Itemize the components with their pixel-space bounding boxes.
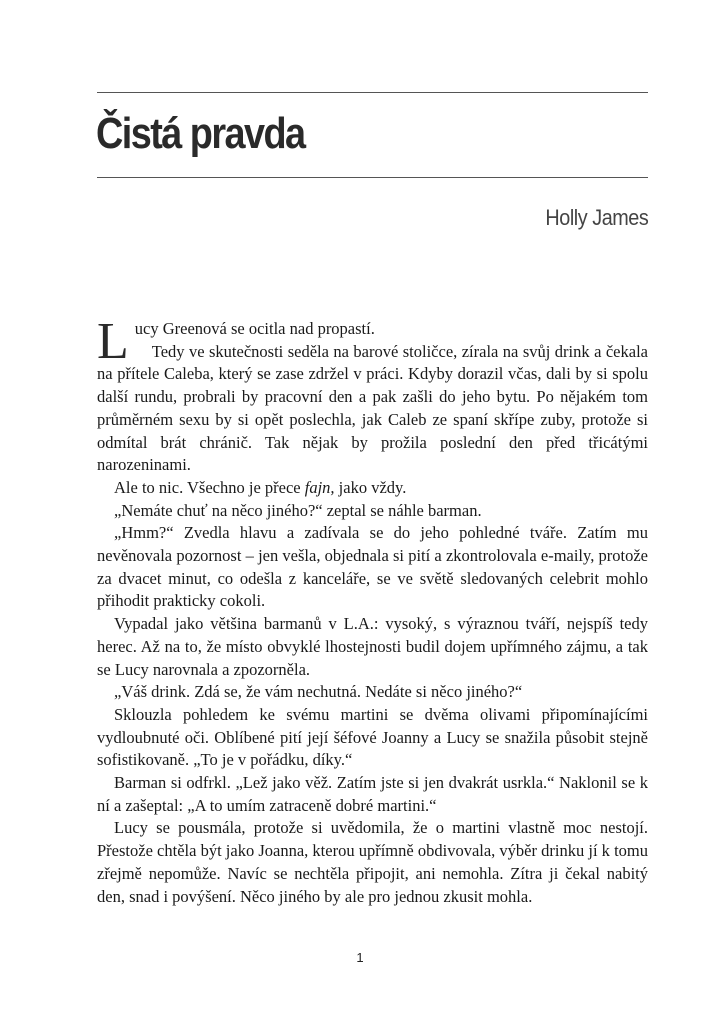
- paragraph: [97, 477, 648, 500]
- paragraph-text: Ale to nic. Všechno je přece: [114, 477, 305, 497]
- author-name: Holly James: [545, 205, 648, 230]
- title-rule-top: [97, 92, 648, 93]
- emphasis-text: fajn,: [304, 477, 335, 497]
- paragraph: Barman si odfrkl. „Lež jako věž. Zatím jste si jen dvakrát usrkla.“ Naklonil se k ní a zašeptal: „A to umím zatraceně dobré martini.“: [97, 773, 648, 815]
- paragraph-text: jako vždy.: [334, 477, 407, 497]
- paragraph: „Váš drink. Zdá se, že vám nechutná. Nedáte si něco jiného?“: [114, 682, 523, 702]
- paragraph: [97, 313, 648, 370]
- title-rule-bottom: [97, 177, 648, 178]
- paragraph: „Nemáte chuť na něco jiného?“ zeptal se náhle barman.: [114, 500, 482, 520]
- paragraph: „Hmm?“ Zvedla hlavu a zadívala se do jeho pohledné tváře. Zatím mu nevěnovala pozornost – jen vešla, objednala si pití a zkontrolovala e-maily, protože za dvacet minut, co odešla z kanceláře, se ve světě sledovaných celebrit mohlo přihodit prakticky cokoli.: [97, 523, 648, 611]
- paragraph: Vypadal jako většina barmanů v L.A.: vysoký, s výraznou tváří, nejspíš tedy herec. Až na to, že místo obvyklé lhostejnosti budil dojem upřímného zájmu, a tak se Lucy narovnala a zpozorněla.: [97, 614, 648, 679]
- drop-cap: L: [97, 313, 129, 370]
- chapter-title: Čistá pravda: [96, 109, 305, 158]
- paragraph-text: ucy Greenová se ocitla nad propastí.: [134, 319, 375, 338]
- paragraph: Sklouzla pohledem ke svému martini se dvěma olivami připomínajícími vydloubnuté oči. Oblíbené pití její šéfové Joanny a Lucy se snažila působit stejně sofistikovaně. „To je v pořádku, díky.“: [97, 704, 648, 770]
- paragraph: Tedy ve skutečnosti seděla na barové stoličce, zírala na svůj drink a čekala na přítele Caleba, který se zase zdržel v práci. Kdyby dorazil včas, dali by si spolu další rundu, probrali by pracovní den a pak zašli do jeho bytu. Po nějakém tom průměrném sexu by si opět poslechla, jak Caleb ze spaní skřípe zuby, protože si odmítal brát chránič. Tak nějak by prožila poslední den před třicátými narozeninami.: [97, 341, 648, 475]
- body-text: [97, 313, 648, 908]
- paragraph: Lucy se pousmála, protože si uvědomila, že o martini vlastně moc nestojí. Přestože chtěla být jako Joanna, kterou upřímně obdivovala, výběr drinku jí k tomu zřejmě nepomůže. Navíc se nechtěla připojit, ani nemohla. Zítra ji čekal nabitý den, snad i povýšení. Něco jiného by ale pro jednou zkusit mohla.: [97, 818, 648, 906]
- page-number: 1: [356, 950, 364, 965]
